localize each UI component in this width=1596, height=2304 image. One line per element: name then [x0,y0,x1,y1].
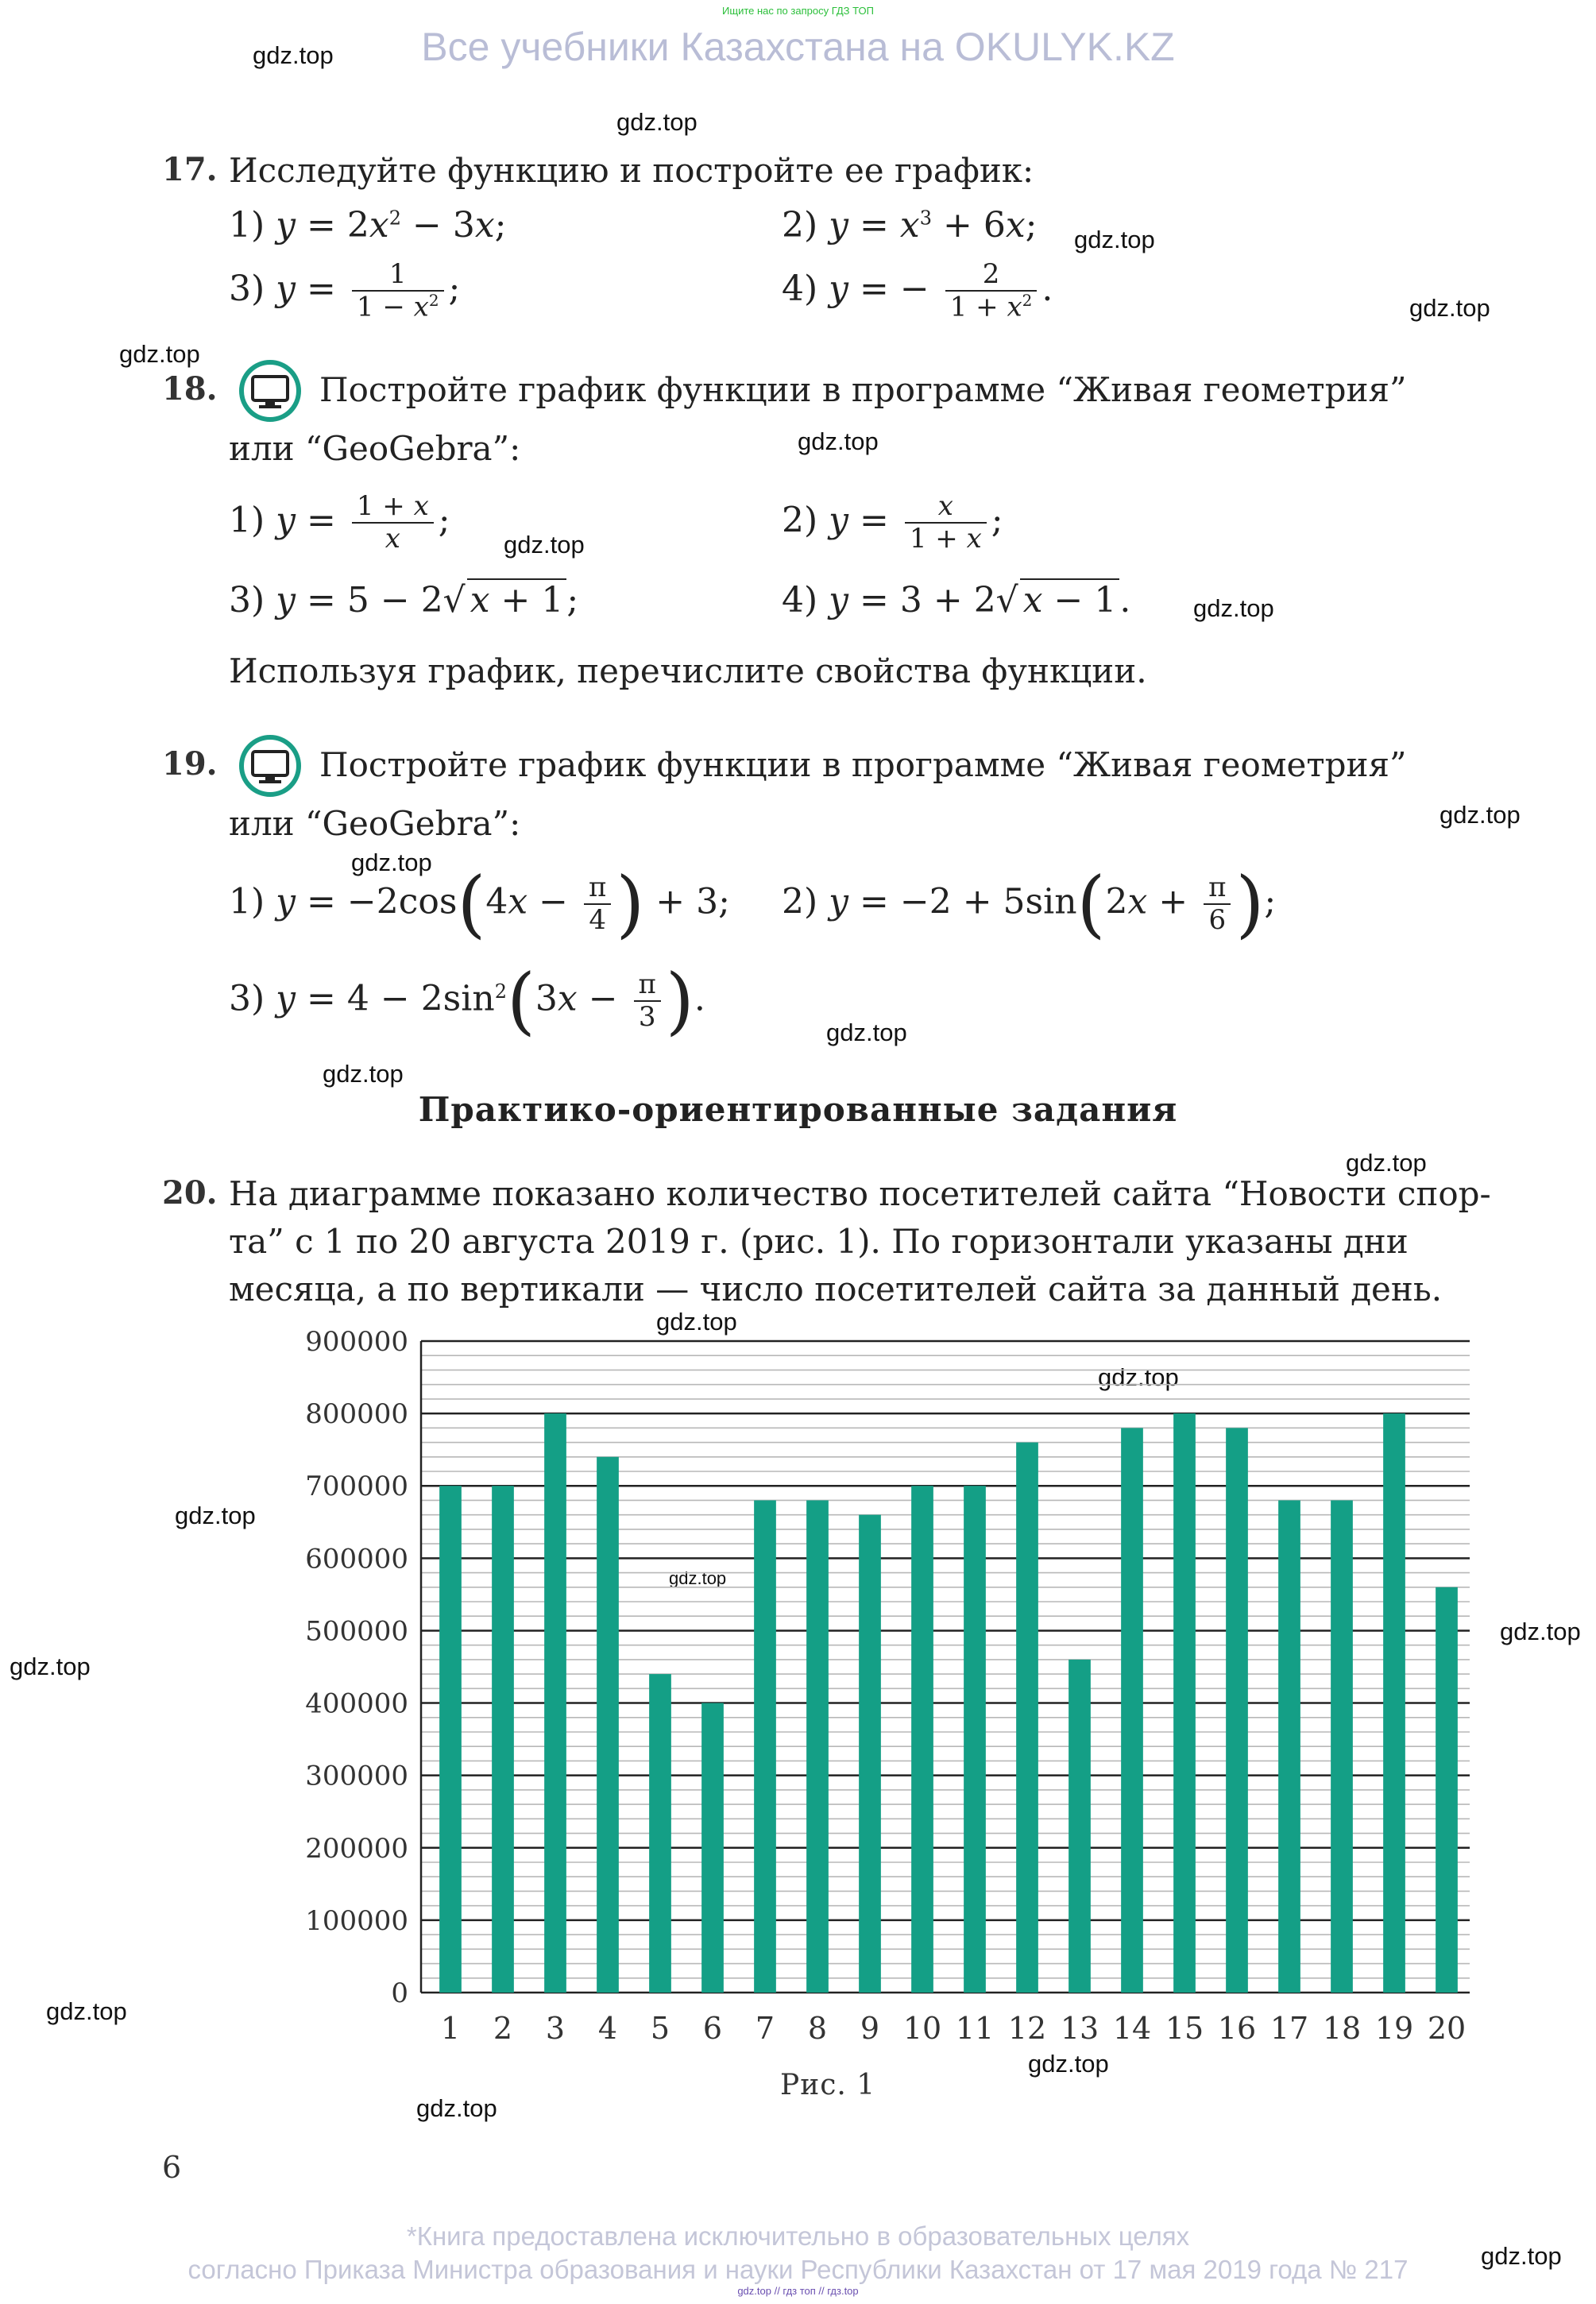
chart-bar [1173,1413,1196,1993]
x-tick-label: 12 [1007,2011,1047,2046]
x-tick-label: 3 [545,2011,566,2046]
chart-bar [806,1500,829,1993]
watermark: gdz.top [1409,294,1490,322]
problem-20-number: 20. [162,1174,218,1212]
x-tick-label: 9 [860,2011,880,2046]
x-tick-label: 14 [1112,2011,1152,2046]
watermark: gdz.top [616,108,698,136]
problem-18-item-4: 4) y = 3 + 2√ x − 1. [782,580,1131,620]
problem-17-item-4: 4) y = − $\frac{2}{1 + x^2}$ . [782,258,1053,323]
footer-small: gdz.top // гдз топ // гдз.top [737,2285,859,2297]
y-tick-label: 400000 [305,1687,408,1720]
watermark: gdz.top [1074,226,1155,253]
watermark: gdz.top [669,1568,727,1588]
x-tick-label: 19 [1374,2011,1414,2046]
x-tick-label: 10 [902,2011,942,2046]
problem-17-item-2: 2) $y = x^3 + 6x$; [782,205,1038,245]
x-tick-label: 4 [597,2011,618,2046]
watermark: gdz.top [656,1308,737,1336]
section-heading: Практико-ориентированные задания [418,1090,1178,1129]
figure-caption: Рис. 1 [780,2069,876,2101]
watermark: gdz.top [323,1060,404,1088]
problem-18-item-1: 1) y = $\frac{1 + x}{x}$ ; [229,490,450,555]
y-tick-label: 900000 [305,1326,408,1358]
x-tick-label: 5 [650,2011,670,2046]
y-tick-label: 0 [391,1977,408,2009]
y-tick-label: 500000 [305,1615,408,1648]
x-tick-label: 7 [755,2011,775,2046]
watermark: gdz.top [1439,801,1521,829]
x-tick-label: 11 [955,2011,995,2046]
watermark: gdz.top [351,849,432,876]
x-tick-label: 16 [1217,2011,1257,2046]
watermark: gdz.top [119,340,200,368]
problem-19-item-2: 2) y = −2 + 5sin(2x + $\frac{\pi}{6}$ ); [782,861,1277,946]
x-tick-label: 20 [1427,2011,1467,2046]
header-note: Ищите нас по запросу ГДЗ ТОП [722,5,874,17]
chart-bar [649,1674,671,1993]
y-tick-label: 300000 [305,1760,408,1792]
watermark: gdz.top [826,1019,907,1046]
chart-bar [1016,1443,1038,1993]
x-tick-label: 13 [1060,2011,1099,2046]
problem-18-note: Используя график, перечислите свойства функции. [229,651,1147,690]
watermark: gdz.top [504,531,585,559]
problem-17-number: 17. [162,151,218,188]
y-tick-label: 600000 [305,1543,408,1575]
chart-bar [1278,1500,1300,1993]
problem-19-item-1: 1) y = −2cos(4x − $\frac{\pi}{4}$ ) + 3; [229,861,730,946]
chart-bar [492,1486,514,1993]
watermark: gdz.top [253,41,334,69]
problem-19-item-3: 3) $y = 4 - 2\sin^2(3x$ − $\frac{\pi}{3}$ ). [229,958,705,1043]
watermark: gdz.top [416,2094,497,2122]
chart-bar [859,1515,881,1993]
problem-19-number: 19. [162,745,218,783]
chart-bar [1121,1428,1143,1993]
x-tick-label: 6 [702,2011,723,2046]
watermark: gdz.top [1346,1149,1427,1177]
chart-bar [701,1703,724,1993]
problem-17-text: Исследуйте функцию и постройте ее график: [229,151,1034,190]
chart-bar [754,1500,776,1993]
chart-y-tick-labels [305,1326,408,2009]
watermark: gdz.top [175,1502,256,1529]
x-tick-label: 15 [1165,2011,1204,2046]
chart-bar [1383,1413,1405,1993]
watermark: gdz.top [1028,2050,1109,2078]
y-tick-label: 100000 [305,1904,408,1937]
problem-18-number: 18. [162,370,218,408]
footer-line-2: согласно Приказа Министра образования и науки Республики Казахстан от 17 мая 2019 года № 217 [187,2255,1409,2284]
watermark: gdz.top [798,427,879,455]
problem-18-text-line2: или “GeoGebra”: [229,429,521,468]
chart-x-tick-labels [441,2011,1466,2046]
y-tick-label: 700000 [305,1471,408,1503]
problem-17-item-1: 1) $y = 2x^2 - 3x$; [229,205,507,245]
chart-bar [597,1457,619,1993]
chart-bar [1436,1587,1458,1993]
chart-bar [544,1413,566,1993]
problem-17-item-3: 3) y = $\frac{1}{1 - x^2}$ ; [229,258,461,323]
x-tick-label: 18 [1322,2011,1362,2046]
problem-19-text-line2: или “GeoGebra”: [229,804,521,843]
chart-bar [964,1486,986,1993]
chart-bar [1069,1660,1091,1993]
problem-20-line2: та” с 1 по 20 августа 2019 г. (рис. 1). По горизонтали указаны дни [229,1222,1409,1261]
problem-18-item-2: 2) y = $\frac{x}{1 + x}$ ; [782,490,1003,555]
problem-19-text-line1: Постройте график функции в программе “Живая геометрия” [319,745,1407,784]
problem-18-text-line1: Постройте график функции в программе “Живая геометрия” [319,370,1407,409]
footer-line-1: *Книга предоставлена исключительно в образовательных целях [406,2221,1190,2251]
watermark: gdz.top [10,1653,91,1680]
chart-bar [1331,1500,1353,1993]
x-tick-label: 2 [493,2011,513,2046]
header-title[interactable]: Все учебники Казахстана на OKULYK.KZ [421,25,1175,69]
watermark: gdz.top [46,1997,127,2025]
y-tick-label: 200000 [305,1832,408,1865]
x-tick-label: 17 [1269,2011,1309,2046]
chart-gridlines [421,1341,1470,1993]
problem-20-line1: На диаграмме показано количество посетителей сайта “Новости спор- [229,1174,1491,1213]
page-number: 6 [162,2150,182,2185]
watermark: gdz.top [1193,594,1274,622]
chart-bar [1226,1428,1248,1993]
chart-bar [439,1486,462,1993]
y-tick-label: 800000 [305,1398,408,1431]
x-tick-label: 8 [807,2011,828,2046]
problem-20-line3: месяца, а по вертикали — число посетителей сайта за данный день. [229,1270,1443,1309]
watermark: gdz.top [1098,1363,1179,1391]
watermark: gdz.top [1500,1618,1581,1645]
problem-18-item-3: 3) y = 5 − 2√ x + 1; [229,580,579,620]
x-tick-label: 1 [440,2011,461,2046]
watermark: gdz.top [1481,2242,1562,2270]
chart-bar [911,1486,933,1993]
